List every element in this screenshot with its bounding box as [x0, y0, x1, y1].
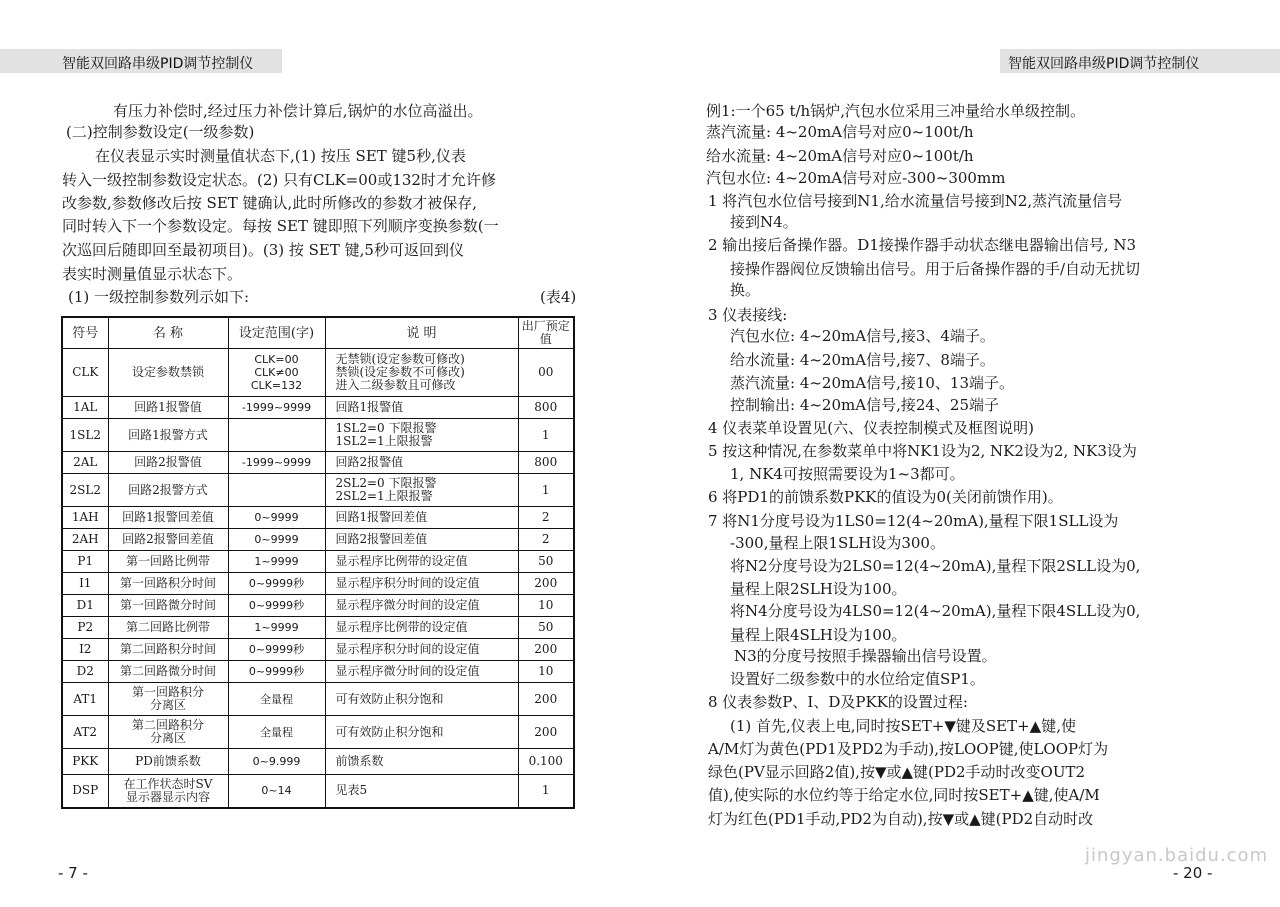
cell-desc: 显示程序比例带的设定值 [325, 551, 518, 573]
cell-def: 2 [518, 529, 574, 551]
cell-range: 1~9999 [228, 617, 325, 639]
right-line-3: 给水流量: 4~20mA信号对应0~100t/h [706, 147, 974, 165]
left-line-8: 表实时测量值显示状态下。 [62, 265, 243, 283]
table-tag: (表4) [540, 288, 577, 306]
cell-name: 第一回路微分时间 [108, 595, 228, 617]
right-line-21: 将N2分度号设为2LS0=12(4~20mA),量程下限2SLL设为0, [730, 557, 1141, 575]
table-header-row [62, 317, 574, 349]
cell-name: 回路1报警方式 [108, 419, 228, 452]
cell-range: 0~9999 [228, 507, 325, 529]
cell-range: CLK=00 CLK≠00 CLK=132 [228, 349, 325, 397]
cell-sym: DSP [62, 775, 108, 808]
cell-range [228, 419, 325, 452]
cell-desc: 显示程序积分时间的设定值 [325, 573, 518, 595]
cell-desc: 显示程序比例带的设定值 [325, 617, 518, 639]
right-line-26: 设置好二级参数中的水位给定值SP1。 [730, 670, 985, 688]
table-row [62, 661, 574, 683]
cell-name: 回路2报警方式 [108, 474, 228, 507]
cell-desc: 前馈系数 [325, 749, 518, 775]
right-line-16: 5 按这种情况,在参数菜单中将NK1设为2, NK2设为2, NK3设为 [708, 442, 1137, 460]
left-line-9: (1) 一级控制参数列示如下: [68, 288, 250, 306]
right-line-24: 量程上限4SLH设为100。 [730, 626, 907, 644]
cell-desc: 回路1报警回差值 [325, 507, 518, 529]
table-row [62, 474, 574, 507]
cell-def: 1 [518, 419, 574, 452]
cell-name: 回路2报警回差值 [108, 529, 228, 551]
cell-name: 第二回路比例带 [108, 617, 228, 639]
cell-range: 0~9999秒 [228, 639, 325, 661]
right-line-23: 将N4分度号设为4LS0=12(4~20mA),量程下限4SLL设为0, [730, 602, 1141, 620]
cell-name: 第一回路积分时间 [108, 573, 228, 595]
cell-name: 回路2报警值 [108, 452, 228, 474]
right-line-17: 1, NK4可按照需要设为1~3都可。 [730, 465, 965, 483]
cell-def: 200 [518, 683, 574, 716]
col-header-name: 名 称 [108, 317, 228, 349]
cell-sym: AT1 [62, 683, 108, 716]
cell-sym: P2 [62, 617, 108, 639]
right-page-number: - 20 - [1173, 864, 1213, 882]
cell-def: 800 [518, 397, 574, 419]
cell-range: -1999~9999 [228, 452, 325, 474]
table-row [62, 573, 574, 595]
table-row [62, 452, 574, 474]
col-header-range: 设定范围(字) [228, 317, 325, 349]
cell-desc: 1SL2=0 下限报警 1SL2=1上限报警 [325, 419, 518, 452]
cell-desc: 可有效防止积分饱和 [325, 683, 518, 716]
right-line-31: 值),使实际的水位约等于给定水位,同时按SET+▲键,使A/M [708, 786, 1100, 804]
left-page-number: - 7 - [58, 864, 88, 882]
cell-def: 200 [518, 716, 574, 749]
table-row [62, 397, 574, 419]
cell-range [228, 474, 325, 507]
cell-sym: D1 [62, 595, 108, 617]
right-line-30: 绿色(PV显示回路2值),按▼或▲键(PD2手动时改变OUT2 [708, 763, 1086, 781]
cell-sym: 1AH [62, 507, 108, 529]
right-header-bar [1000, 49, 1280, 73]
right-line-27: 8 仪表参数P、I、D及PKK的设置过程: [708, 693, 968, 711]
cell-name: 在工作状态时SV 显示器显示内容 [108, 775, 228, 808]
cell-desc: 2SL2=0 下限报警 2SL2=1上限报警 [325, 474, 518, 507]
cell-sym: CLK [62, 349, 108, 397]
watermark: jingyan.baidu.com [1085, 845, 1269, 866]
cell-desc: 显示程序微分时间的设定值 [325, 595, 518, 617]
cell-range: 全量程 [228, 716, 325, 749]
cell-desc: 显示程序积分时间的设定值 [325, 639, 518, 661]
cell-def: 00 [518, 349, 574, 397]
right-line-8: 接操作器阀位反馈输出信号。用于后备操作器的手/自动无扰切 [730, 260, 1141, 278]
left-header-bar [0, 49, 282, 73]
parameter-table [61, 316, 575, 809]
cell-desc: 无禁锁(设定参数可修改) 禁锁(设定参数不可修改) 进入二级参数且可修改 [325, 349, 518, 397]
cell-name: 第二回路积分 分离区 [108, 716, 228, 749]
cell-def: 10 [518, 661, 574, 683]
right-line-11: 汽包水位: 4~20mA信号,接3、4端子。 [730, 327, 995, 345]
cell-sym: D2 [62, 661, 108, 683]
cell-desc: 回路2报警值 [325, 452, 518, 474]
right-line-28: (1) 首先,仪表上电,同时按SET+▼键及SET+▲键,使 [730, 717, 1076, 735]
cell-name: PD前馈系数 [108, 749, 228, 775]
cell-def: 1 [518, 775, 574, 808]
cell-range: 0~9.999 [228, 749, 325, 775]
cell-sym: 1SL2 [62, 419, 108, 452]
cell-range: 0~14 [228, 775, 325, 808]
cell-def: 200 [518, 573, 574, 595]
right-line-25: N3的分度号按照手操器输出信号设置。 [734, 647, 997, 665]
left-line-5: 改参数,参数修改后按 SET 键确认,此时所修改的参数才被保存, [62, 194, 478, 212]
col-header-default: 出厂预定值 [518, 317, 574, 349]
cell-sym: AT2 [62, 716, 108, 749]
cell-range: -1999~9999 [228, 397, 325, 419]
right-line-6: 接到N4。 [730, 213, 798, 231]
right-line-1: 例1:一个65 t/h锅炉,汽包水位采用三冲量给水单级控制。 [706, 102, 1085, 120]
cell-def: 0.100 [518, 749, 574, 775]
right-line-5: 1 将汽包水位信号接到N1,给水流量信号接到N2,蒸汽流量信号 [708, 192, 1123, 210]
table-row [62, 529, 574, 551]
left-line-6: 同时转入下一个参数设定。每按 SET 键即照下列顺序变换参数(一 [62, 217, 499, 235]
right-line-10: 3 仪表接线: [708, 306, 788, 324]
right-line-13: 蒸汽流量: 4~20mA信号,接10、13端子。 [730, 374, 1015, 392]
cell-desc: 回路1报警值 [325, 397, 518, 419]
cell-range: 1~9999 [228, 551, 325, 573]
cell-sym: PKK [62, 749, 108, 775]
cell-range: 0~9999秒 [228, 661, 325, 683]
cell-def: 2 [518, 507, 574, 529]
cell-def: 50 [518, 617, 574, 639]
cell-desc: 见表5 [325, 775, 518, 808]
left-line-7: 次巡回后随即回至最初项目)。(3) 按 SET 键,5秒可返回到仪 [62, 241, 464, 259]
right-line-2: 蒸汽流量: 4~20mA信号对应0~100t/h [706, 123, 974, 141]
cell-sym: I1 [62, 573, 108, 595]
cell-sym: P1 [62, 551, 108, 573]
table-row [62, 639, 574, 661]
cell-sym: 2AH [62, 529, 108, 551]
right-line-7: 2 输出接后备操作器。D1接操作器手动状态继电器输出信号, N3 [708, 236, 1137, 254]
right-line-19: 7 将N1分度号设为1LS0=12(4~20mA),量程下限1SLL设为 [708, 512, 1119, 530]
right-line-29: A/M灯为黄色(PD1及PD2为手动),按LOOP键,使LOOP灯为 [708, 740, 1109, 758]
right-line-14: 控制输出: 4~20mA信号,接24、25端子 [730, 396, 1000, 414]
cell-range: 0~9999 [228, 529, 325, 551]
right-line-12: 给水流量: 4~20mA信号,接7、8端子。 [730, 351, 995, 369]
table-row [62, 617, 574, 639]
cell-def: 1 [518, 474, 574, 507]
table-row [62, 749, 574, 775]
right-line-4: 汽包水位: 4~20mA信号对应-300~300mm [706, 169, 1006, 187]
col-header-symbol: 符号 [62, 317, 108, 349]
left-line-3: 在仪表显示实时测量值状态下,(1) 按压 SET 键5秒,仪表 [95, 147, 466, 165]
cell-name: 第一回路积分 分离区 [108, 683, 228, 716]
table-row [62, 683, 574, 716]
cell-def: 10 [518, 595, 574, 617]
cell-range: 0~9999秒 [228, 573, 325, 595]
table-row [62, 775, 574, 808]
table-row [62, 507, 574, 529]
cell-def: 800 [518, 452, 574, 474]
right-line-9: 换。 [730, 281, 761, 299]
cell-desc: 回路2报警回差值 [325, 529, 518, 551]
cell-desc: 可有效防止积分饱和 [325, 716, 518, 749]
left-line-2: (二)控制参数设定(一级参数) [66, 123, 255, 141]
cell-name: 第二回路积分时间 [108, 639, 228, 661]
cell-sym: I2 [62, 639, 108, 661]
cell-def: 200 [518, 639, 574, 661]
table-row [62, 716, 574, 749]
cell-sym: 2AL [62, 452, 108, 474]
cell-def: 50 [518, 551, 574, 573]
table-row [62, 349, 574, 397]
table-body [62, 349, 574, 808]
right-line-18: 6 将PD1的前馈系数PKK的值设为0(关闭前馈作用)。 [708, 488, 1063, 506]
left-line-1: 有压力补偿时,经过压力补偿计算后,锅炉的水位高溢出。 [113, 102, 483, 120]
col-header-desc: 说 明 [325, 317, 518, 349]
cell-desc: 显示程序微分时间的设定值 [325, 661, 518, 683]
table-row [62, 551, 574, 573]
cell-name: 回路1报警回差值 [108, 507, 228, 529]
table-row [62, 419, 574, 452]
cell-name: 第二回路微分时间 [108, 661, 228, 683]
cell-name: 设定参数禁锁 [108, 349, 228, 397]
right-header-title: 智能双回路串级PID调节控制仪 [1008, 56, 1200, 72]
cell-name: 第一回路比例带 [108, 551, 228, 573]
right-line-22: 量程上限2SLH设为100。 [730, 580, 907, 598]
cell-range: 全量程 [228, 683, 325, 716]
cell-sym: 2SL2 [62, 474, 108, 507]
left-header-title: 智能双回路串级PID调节控制仪 [62, 56, 254, 72]
right-line-32: 灯为红色(PD1手动,PD2为自动),按▼或▲键(PD2自动时改 [708, 810, 1094, 828]
right-line-15: 4 仪表菜单设置见(六、仪表控制模式及框图说明) [708, 419, 1035, 437]
cell-sym: 1AL [62, 397, 108, 419]
cell-range: 0~9999秒 [228, 595, 325, 617]
cell-name: 回路1报警值 [108, 397, 228, 419]
table-row [62, 595, 574, 617]
right-line-20: -300,量程上限1SLH设为300。 [730, 534, 945, 552]
left-line-4: 转入一级控制参数设定状态。(2) 只有CLK=00或132时才允许修 [62, 171, 496, 189]
